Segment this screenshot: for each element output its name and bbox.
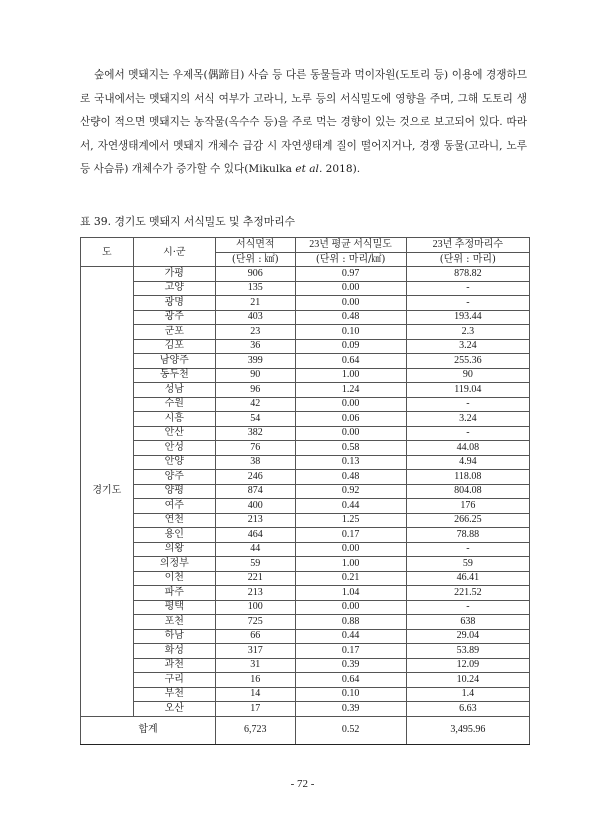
city-cell: 오산 xyxy=(133,702,215,717)
density-cell: 0.64 xyxy=(295,354,406,369)
density-cell: 0.58 xyxy=(295,441,406,456)
area-cell: 14 xyxy=(216,687,296,702)
estimate-cell: 119.04 xyxy=(406,383,529,398)
area-cell: 135 xyxy=(216,281,296,296)
paragraph-text: 숲에서 멧돼지는 우제목(偶蹄目) 사슴 등 다른 동물들과 먹이자원(도토리 등) 이용에 경쟁하므로 국내에서는 멧돼지의 서식 여부가 고라니, 노루 등의 서식밀도에 영향을 주며, 그해 도토리 생산량이 적으면 멧돼지는 농작물(옥수수 등)을 주로 먹는 경향이 있는 것으로 보고되어 있다. 따라서, 자연생태계에서 멧돼지 개체수 급감 시 자연생태계 질이 떨어지거나, 경쟁 동물(고라니, 노루 등 사슴류) 개체수가 증가할 수 있다(Mikulka xyxy=(80,69,527,175)
city-cell: 동두천 xyxy=(133,368,215,383)
area-cell: 96 xyxy=(216,383,296,398)
estimate-cell: 804.08 xyxy=(406,484,529,499)
estimate-cell: - xyxy=(406,397,529,412)
table-header xyxy=(81,238,530,267)
density-cell: 0.09 xyxy=(295,339,406,354)
density-cell: 0.00 xyxy=(295,281,406,296)
table-row xyxy=(81,542,530,557)
area-cell: 382 xyxy=(216,426,296,441)
header-density-unit: (단위 : 마리/㎢) xyxy=(295,252,406,267)
table-body xyxy=(81,267,530,745)
header-estimate: 23년 추정마리수 xyxy=(406,238,529,253)
city-cell: 구리 xyxy=(133,673,215,688)
estimate-cell: 6.63 xyxy=(406,702,529,717)
city-cell: 포천 xyxy=(133,615,215,630)
table-row xyxy=(81,658,530,673)
area-cell: 221 xyxy=(216,571,296,586)
estimate-cell: - xyxy=(406,542,529,557)
city-cell: 하남 xyxy=(133,629,215,644)
header-estimate-unit: (단위 : 마리) xyxy=(406,252,529,267)
estimate-cell: 10.24 xyxy=(406,673,529,688)
area-cell: 44 xyxy=(216,542,296,557)
area-cell: 21 xyxy=(216,296,296,311)
density-cell: 0.44 xyxy=(295,629,406,644)
density-cell: 0.10 xyxy=(295,687,406,702)
city-cell: 군포 xyxy=(133,325,215,340)
table-row xyxy=(81,615,530,630)
estimate-cell: 59 xyxy=(406,557,529,572)
area-cell: 400 xyxy=(216,499,296,514)
area-cell: 42 xyxy=(216,397,296,412)
city-cell: 안성 xyxy=(133,441,215,456)
area-cell: 38 xyxy=(216,455,296,470)
density-cell: 0.00 xyxy=(295,426,406,441)
table-row xyxy=(81,325,530,340)
table-row xyxy=(81,339,530,354)
table-row xyxy=(81,310,530,325)
estimate-cell: 53.89 xyxy=(406,644,529,659)
density-cell: 0.39 xyxy=(295,658,406,673)
city-cell: 화성 xyxy=(133,644,215,659)
estimate-cell: 4.94 xyxy=(406,455,529,470)
estimate-cell: 78.88 xyxy=(406,528,529,543)
table-row xyxy=(81,484,530,499)
density-cell: 0.21 xyxy=(295,571,406,586)
header-density: 23년 평균 서식밀도 xyxy=(295,238,406,253)
estimate-cell: - xyxy=(406,600,529,615)
city-cell: 양평 xyxy=(133,484,215,499)
estimate-cell: - xyxy=(406,426,529,441)
city-cell: 수원 xyxy=(133,397,215,412)
density-cell: 0.10 xyxy=(295,325,406,340)
table-row xyxy=(81,354,530,369)
city-cell: 성남 xyxy=(133,383,215,398)
estimate-cell: 29.04 xyxy=(406,629,529,644)
estimate-cell: 878.82 xyxy=(406,267,529,282)
table-row xyxy=(81,557,530,572)
density-cell: 1.00 xyxy=(295,557,406,572)
density-cell: 0.88 xyxy=(295,615,406,630)
city-cell: 김포 xyxy=(133,339,215,354)
density-cell: 1.00 xyxy=(295,368,406,383)
estimate-cell: 44.08 xyxy=(406,441,529,456)
table-row xyxy=(81,528,530,543)
header-area-unit: (단위 : ㎢) xyxy=(216,252,296,267)
city-cell: 의왕 xyxy=(133,542,215,557)
density-cell: 0.06 xyxy=(295,412,406,427)
area-cell: 23 xyxy=(216,325,296,340)
city-cell: 의정부 xyxy=(133,557,215,572)
estimate-cell: 3.24 xyxy=(406,339,529,354)
city-cell: 남양주 xyxy=(133,354,215,369)
density-cell: 0.13 xyxy=(295,455,406,470)
estimate-cell: 193.44 xyxy=(406,310,529,325)
area-cell: 36 xyxy=(216,339,296,354)
city-cell: 시흥 xyxy=(133,412,215,427)
city-cell: 과천 xyxy=(133,658,215,673)
header-area: 서식면적 xyxy=(216,238,296,253)
table-row xyxy=(81,600,530,615)
table-row xyxy=(81,499,530,514)
city-cell: 평택 xyxy=(133,600,215,615)
data-table xyxy=(80,237,530,745)
density-cell: 0.39 xyxy=(295,702,406,717)
density-cell: 1.24 xyxy=(295,383,406,398)
paragraph-italic: et al. xyxy=(295,163,323,175)
density-cell: 0.48 xyxy=(295,310,406,325)
city-cell: 광주 xyxy=(133,310,215,325)
total-area: 6,723 xyxy=(216,716,296,744)
city-cell: 가평 xyxy=(133,267,215,282)
density-cell: 0.17 xyxy=(295,644,406,659)
total-label: 합계 xyxy=(81,716,216,744)
area-cell: 464 xyxy=(216,528,296,543)
table-caption: 표 39. 경기도 멧돼지 서식밀도 및 추정마리수 xyxy=(80,215,296,228)
density-cell: 0.00 xyxy=(295,542,406,557)
area-cell: 66 xyxy=(216,629,296,644)
estimate-cell: 2.3 xyxy=(406,325,529,340)
area-cell: 317 xyxy=(216,644,296,659)
table-row xyxy=(81,368,530,383)
city-cell: 부천 xyxy=(133,687,215,702)
table-row xyxy=(81,470,530,485)
table-row xyxy=(81,702,530,717)
area-cell: 54 xyxy=(216,412,296,427)
density-cell: 0.44 xyxy=(295,499,406,514)
estimate-cell: - xyxy=(406,296,529,311)
table-row xyxy=(81,586,530,601)
area-cell: 17 xyxy=(216,702,296,717)
header-province: 도 xyxy=(81,238,134,267)
table-row xyxy=(81,687,530,702)
estimate-cell: 118.08 xyxy=(406,470,529,485)
city-cell: 광명 xyxy=(133,296,215,311)
area-cell: 906 xyxy=(216,267,296,282)
area-cell: 725 xyxy=(216,615,296,630)
table-row xyxy=(81,296,530,311)
density-cell: 1.04 xyxy=(295,586,406,601)
table-row xyxy=(81,441,530,456)
table-row xyxy=(81,673,530,688)
area-cell: 16 xyxy=(216,673,296,688)
city-cell: 양주 xyxy=(133,470,215,485)
table-row xyxy=(81,397,530,412)
paragraph-text-end: 2018). xyxy=(322,163,361,175)
density-cell: 0.17 xyxy=(295,528,406,543)
table-row xyxy=(81,455,530,470)
city-cell: 안산 xyxy=(133,426,215,441)
estimate-cell: 255.36 xyxy=(406,354,529,369)
city-cell: 고양 xyxy=(133,281,215,296)
estimate-cell: - xyxy=(406,281,529,296)
area-cell: 31 xyxy=(216,658,296,673)
city-cell: 용인 xyxy=(133,528,215,543)
density-cell: 0.97 xyxy=(295,267,406,282)
estimate-cell: 12.09 xyxy=(406,658,529,673)
city-cell: 이천 xyxy=(133,571,215,586)
body-paragraph xyxy=(80,64,527,182)
area-cell: 874 xyxy=(216,484,296,499)
table-row xyxy=(81,426,530,441)
city-cell: 연천 xyxy=(133,513,215,528)
area-cell: 403 xyxy=(216,310,296,325)
total-density: 0.52 xyxy=(295,716,406,744)
density-cell: 0.64 xyxy=(295,673,406,688)
area-cell: 59 xyxy=(216,557,296,572)
total-estimate: 3,495.96 xyxy=(406,716,529,744)
area-cell: 76 xyxy=(216,441,296,456)
estimate-cell: 90 xyxy=(406,368,529,383)
area-cell: 399 xyxy=(216,354,296,369)
density-cell: 1.25 xyxy=(295,513,406,528)
density-cell: 0.00 xyxy=(295,296,406,311)
estimate-cell: 176 xyxy=(406,499,529,514)
table-row xyxy=(81,383,530,398)
estimate-cell: 638 xyxy=(406,615,529,630)
density-cell: 0.00 xyxy=(295,397,406,412)
density-cell: 0.48 xyxy=(295,470,406,485)
area-cell: 100 xyxy=(216,600,296,615)
table-row xyxy=(81,644,530,659)
city-cell: 여주 xyxy=(133,499,215,514)
total-row xyxy=(81,716,530,744)
page-number: - 72 - xyxy=(290,778,315,790)
area-cell: 246 xyxy=(216,470,296,485)
area-cell: 90 xyxy=(216,368,296,383)
area-cell: 213 xyxy=(216,586,296,601)
table-row xyxy=(81,629,530,644)
table-row xyxy=(81,412,530,427)
table-row xyxy=(81,513,530,528)
estimate-cell: 46.41 xyxy=(406,571,529,586)
estimate-cell: 266.25 xyxy=(406,513,529,528)
table-row xyxy=(81,267,530,282)
city-cell: 안양 xyxy=(133,455,215,470)
estimate-cell: 3.24 xyxy=(406,412,529,427)
province-cell: 경기도 xyxy=(81,267,134,717)
header-row xyxy=(81,238,530,253)
density-cell: 0.92 xyxy=(295,484,406,499)
estimate-cell: 1.4 xyxy=(406,687,529,702)
table-row xyxy=(81,281,530,296)
table-row xyxy=(81,571,530,586)
header-city: 시·군 xyxy=(133,238,215,267)
estimate-cell: 221.52 xyxy=(406,586,529,601)
area-cell: 213 xyxy=(216,513,296,528)
city-cell: 파주 xyxy=(133,586,215,601)
density-cell: 0.00 xyxy=(295,600,406,615)
